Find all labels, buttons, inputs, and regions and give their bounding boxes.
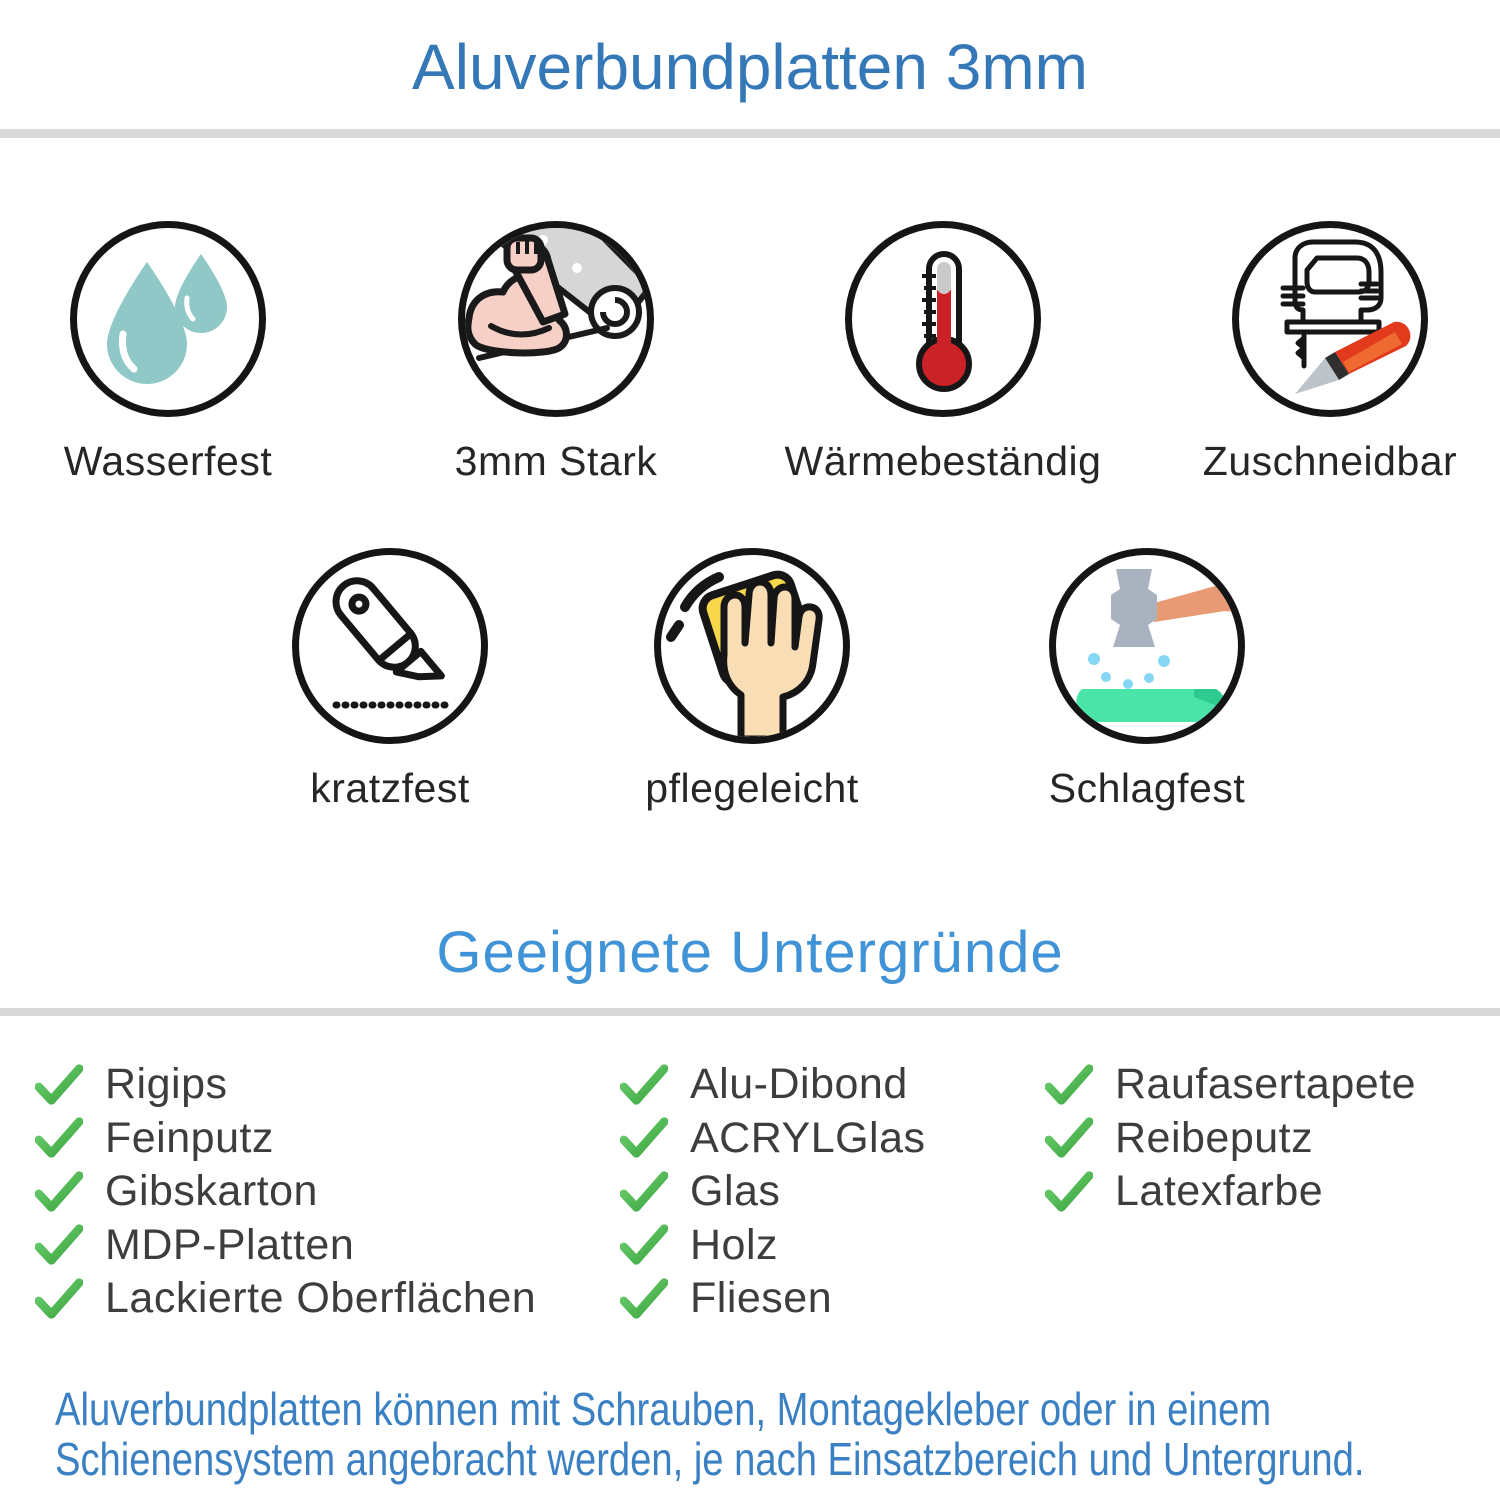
checkmark-icon [1045, 1170, 1093, 1214]
surface-item [35, 1219, 536, 1273]
surface-label: Raufasertapete [1115, 1060, 1417, 1109]
flexed-arm-panel-icon [458, 221, 654, 417]
surface-item [1045, 1165, 1416, 1219]
surface-item [35, 1272, 536, 1326]
surface-item [620, 1112, 926, 1166]
surface-item [35, 1165, 536, 1219]
surfaces-column-2 [620, 1058, 926, 1326]
feature-label: Zuschneidbar [1202, 438, 1458, 484]
surface-label: Feinputz [105, 1113, 274, 1162]
feature-kratzfest [190, 548, 590, 810]
surface-label: Reibeputz [1115, 1113, 1314, 1162]
page-title: Aluverbundplatten 3mm [412, 31, 1088, 103]
surfaces-column-1 [35, 1058, 536, 1326]
surface-label: Alu-Dibond [690, 1060, 908, 1109]
checkmark-icon [35, 1277, 83, 1321]
jigsaw-cutter-icon [1232, 221, 1428, 417]
surface-label: Rigips [105, 1060, 228, 1109]
surface-item [35, 1112, 536, 1166]
surface-item [620, 1058, 926, 1112]
section-title: Geeignete Untergründe [436, 920, 1064, 985]
feature-schlagfest [947, 548, 1347, 810]
checkmark-icon [35, 1063, 83, 1107]
feature-pflegeleicht [552, 548, 952, 810]
checkmark-icon [35, 1116, 83, 1160]
feature-label: Schlagfest [1048, 765, 1246, 811]
surfaces-column-3 [1045, 1058, 1416, 1219]
feature-3mm-stark [356, 221, 756, 483]
surface-label: Fliesen [690, 1274, 833, 1323]
checkmark-icon [620, 1223, 668, 1267]
checkmark-icon [620, 1116, 668, 1160]
checkmark-icon [35, 1170, 83, 1214]
checkmark-icon [35, 1223, 83, 1267]
checkmark-icon [620, 1063, 668, 1107]
surface-label: Holz [690, 1220, 779, 1269]
feature-label: 3mm Stark [454, 438, 658, 484]
surface-item [620, 1165, 926, 1219]
footer-line: Aluverbundplatten können mit Schrauben, Montagekleber oder in einem [55, 1383, 1272, 1435]
feature-label: Wärmebeständig [784, 438, 1102, 484]
checkmark-icon [1045, 1116, 1093, 1160]
surface-label: Lackierte Oberflächen [105, 1274, 537, 1323]
divider-top [0, 129, 1500, 138]
surface-item [35, 1058, 536, 1112]
divider-section [0, 1008, 1500, 1016]
surface-item [620, 1272, 926, 1326]
surface-label: Latexfarbe [1115, 1167, 1324, 1216]
utility-knife-icon [292, 548, 488, 744]
footer-line: Schienensystem angebracht werden, je nach Einsatzbereich und Untergrund. [55, 1433, 1365, 1485]
checkmark-icon [620, 1277, 668, 1321]
surface-label: Glas [690, 1167, 781, 1216]
surface-item [620, 1219, 926, 1273]
surface-label: ACRYLGlas [690, 1113, 926, 1162]
feature-label: pflegeleicht [645, 765, 859, 811]
feature-label: kratzfest [310, 765, 470, 811]
thermometer-icon [845, 221, 1041, 417]
wiping-hand-icon [654, 548, 850, 744]
feature-zuschneidbar [1130, 221, 1500, 483]
footer-note [55, 1384, 1365, 1484]
feature-wasserfest [0, 221, 368, 483]
water-drops-icon [70, 221, 266, 417]
feature-label: Wasserfest [63, 438, 273, 484]
feature-waermebestaendig [743, 221, 1143, 483]
surface-item [1045, 1112, 1416, 1166]
surface-item [1045, 1058, 1416, 1112]
checkmark-icon [1045, 1063, 1093, 1107]
surface-label: Gibskarton [105, 1167, 318, 1216]
checkmark-icon [620, 1170, 668, 1214]
hammer-impact-icon [1049, 548, 1245, 744]
surface-label: MDP-Platten [105, 1220, 355, 1269]
